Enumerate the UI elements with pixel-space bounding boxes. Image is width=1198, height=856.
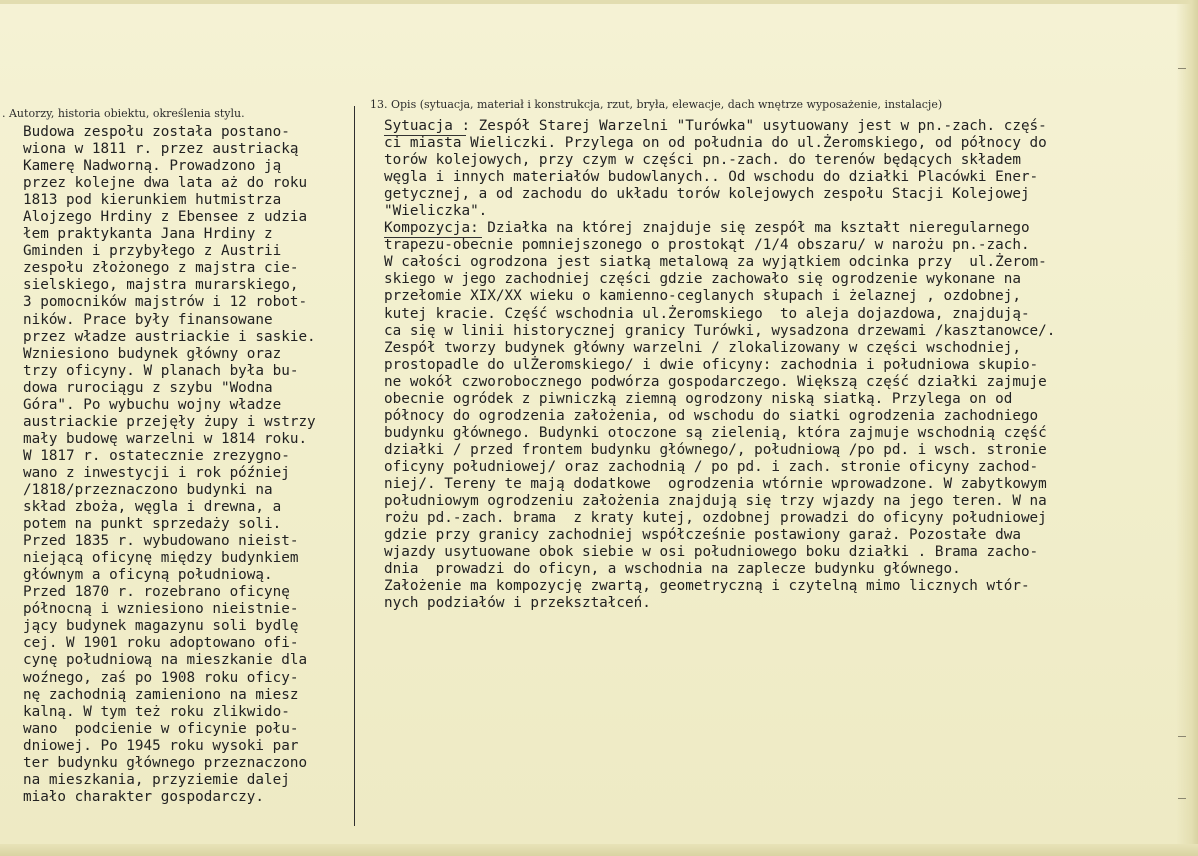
margin-tick: [1178, 798, 1186, 799]
description-line: obecnie ogródek z piwniczką ziemną ogrodzony niską siatką. Przylega on od: [384, 390, 1013, 407]
description-line: niej/. Tereny te mają dodatkowe ogrodzenia wtórnie wprowadzone. W zabytkowym: [384, 475, 1047, 492]
history-line: łem praktykanta Jana Hrdiny z: [23, 226, 273, 243]
description-line: getycznej, a od zachodu do układu torów kolejowych zespołu Stacji Kolejowej: [384, 186, 1030, 203]
description-line: ci miasta Wieliczki. Przylega on od południa do ul.Żeromskiego, od północy do: [384, 135, 1047, 152]
description-text: [384, 118, 1055, 612]
history-line: dniowej. Po 1945 roku wysoki par: [23, 737, 299, 754]
description-line: przełomie XIX/XX wieku o kamienno-ceglanych słupach i żelaznej , ozdobnej,: [384, 288, 1021, 305]
description-line: prostopadle do ulŻeromskiego/ i dwie oficyny: zachodnia i południowa skupio-: [384, 356, 1039, 373]
history-line: trzy oficyny. W planach była bu-: [23, 362, 299, 379]
history-line: wano z inwestycji i rok później: [23, 464, 290, 481]
column-divider: [354, 106, 355, 826]
history-line: austriackie przejęły żupy i wstrzy: [23, 413, 316, 430]
field-heading-history: . Autorzy, historia obiektu, określenia stylu.: [2, 107, 245, 120]
history-line: nę zachodnią zamieniono na miesz: [23, 686, 299, 703]
history-line: Przed 1835 r. wybudowano nieist-: [23, 533, 299, 550]
description-line: trapezu-obecnie pomniejszonego o prostokąt /1/4 obszaru/ w narożu pn.-zach.: [384, 237, 1030, 254]
history-line: Gminden i przybyłego z Austrii: [23, 243, 282, 260]
description-line: wjazdy usytuowane obok siebie w osi południowego boku działki . Brama zacho-: [384, 544, 1039, 561]
history-line: Budowa zespołu została postano-: [23, 124, 290, 140]
history-line: wano podcienie w oficynie połu-: [23, 720, 299, 737]
margin-tick: [1178, 68, 1186, 69]
history-line: na mieszkania, przyziemie dalej: [23, 771, 290, 788]
history-line: kalną. W tym też roku zlikwido-: [23, 703, 290, 720]
kompozycja-underline: [384, 237, 482, 238]
history-line: jący budynek magazynu soli bydlę: [23, 618, 299, 635]
description-line: kutej kracie. Część wschodnia ul.Żeromskiego to aleja dojazdowa, znajdują-: [384, 305, 1030, 322]
sytuacja-underline: [384, 135, 466, 136]
description-line: ca się w linii historycznej granicy Turówki, wysadzona drzewami /kasztanowce/.: [384, 322, 1056, 339]
history-line: ter budynku głównego przeznaczono: [23, 754, 308, 771]
card-top-edge: [0, 0, 1198, 4]
history-line: skład zboża, węgla i drewna, a: [23, 499, 282, 516]
history-text: [23, 124, 316, 806]
history-line: przez kolejne dwa lata aż do roku: [23, 175, 308, 192]
description-line: nych podziałów i przekształceń.: [384, 595, 651, 612]
description-line: działki / przed frontem budynku głównego/, południową /po pd. i wsch. stronie: [384, 441, 1047, 458]
description-line: dnia prowadzi do oficyn, a wschodnia na zaplecze budynku głównego.: [384, 561, 961, 578]
description-line: Zespół tworzy budynek główny warzelni / zlokalizowany w części wschodniej,: [384, 339, 1021, 356]
history-line: sielskiego, majstra murarskiego,: [23, 277, 299, 294]
history-line: przez władze austriackie i saskie.: [23, 328, 316, 345]
description-line: gdzie przy granicy zachodniej współcześnie postawiony garaż. Pozostałe dwa: [384, 527, 1021, 544]
history-line: 3 pomocników majstrów i 12 robot-: [23, 294, 308, 311]
history-line: głównym a oficyną południową.: [23, 567, 273, 584]
description-line: oficyny południowej/ oraz zachodnią / po pd. i zach. stronie oficyny zachod-: [384, 458, 1039, 475]
description-line: skiego w jego zachodniej części gdzie zachowało się ogrodzenie wykonane na: [384, 271, 1021, 288]
card-right-edge: [1176, 0, 1198, 856]
description-line: budynku głównego. Budynki otoczone są zielenią, która zajmuje wschodnią część: [384, 424, 1047, 441]
history-line: 1813 pod kierunkiem hutmistrza: [23, 192, 282, 209]
history-line: wiona w 1811 r. przez austriacką: [23, 141, 299, 158]
description-line: torów kolejowych, przy czym w części pn.-zach. do terenów będących składem: [384, 152, 1021, 169]
history-line: cynę południową na mieszkanie dla: [23, 652, 308, 669]
description-line: Założenie ma kompozycję zwartą, geometryczną i czytelną mimo licznych wtór-: [384, 578, 1030, 595]
history-line: Przed 1870 r. rozebrano oficynę: [23, 584, 290, 601]
description-line: ne wokół czworobocznego podwórza gospodarczego. Większą część działki zajmuje: [384, 373, 1047, 390]
history-line: woźnego, zaś po 1908 roku oficy-: [23, 669, 299, 686]
history-line: zespołu złożonego z majstra cie-: [23, 260, 299, 277]
history-line: Alojzego Hrdiny z Ebensee z udzia: [23, 209, 308, 226]
history-line: miało charakter gospodarczy.: [23, 788, 265, 805]
description-line: W całości ogrodzona jest siatką metalową za wyjątkiem odcinka przy ul.Żerom-: [384, 254, 1047, 271]
description-line: rożu pd.-zach. brama z kraty kutej, ozdobnej prowadzi do oficyny południowej: [384, 510, 1047, 527]
description-line: północy do ogrodzenia założenia, od wschodu do siatki ogrodzenia zachodniego: [384, 407, 1039, 424]
history-line: dowa rurociągu z szybu "Wodna: [23, 379, 273, 396]
description-line: Sytuacja : Zespół Starej Warzelni "Turówka" usytuowany jest w pn.-zach. częś-: [384, 118, 1047, 134]
description-line: południowym ogrodzeniu założenia znajdują się trzy wjazdy na jego teren. W na: [384, 493, 1047, 510]
margin-tick: [1178, 736, 1186, 737]
history-line: potem na punkt sprzedaży soli.: [23, 516, 282, 533]
description-line: "Wieliczka".: [384, 203, 488, 220]
history-line: /1818/przeznaczono budynki na: [23, 481, 273, 498]
history-line: W 1817 r. ostatecznie zrezygno-: [23, 447, 290, 464]
description-line: Kompozycja: Działka na której znajduje się zespół ma kształt nieregularnego: [384, 220, 1030, 237]
history-line: ników. Prace były finansowane: [23, 311, 273, 328]
history-line: niejącą oficynę między budynkiem: [23, 550, 299, 567]
card-bottom-edge: [0, 844, 1198, 856]
history-line: Kamerę Nadworną. Prowadzono ją: [23, 158, 282, 175]
description-line: węgla i innych materiałów budowlanych.. Od wschodu do działki Placówki Ener-: [384, 169, 1039, 186]
history-line: Góra". Po wybuchu wojny władze: [23, 396, 282, 413]
history-line: Wzniesiono budynek główny oraz: [23, 345, 282, 362]
history-line: północną i wzniesiono nieistnie-: [23, 601, 299, 618]
field-heading-description: 13. Opis (sytuacja, materiał i konstrukcja, rzut, bryła, elewacje, dach wnętrze wyposażenie, instalacje): [370, 98, 943, 111]
history-line: cej. W 1901 roku adoptowano ofi-: [23, 635, 299, 652]
history-line: mały budowę warzelni w 1814 roku.: [23, 430, 308, 447]
